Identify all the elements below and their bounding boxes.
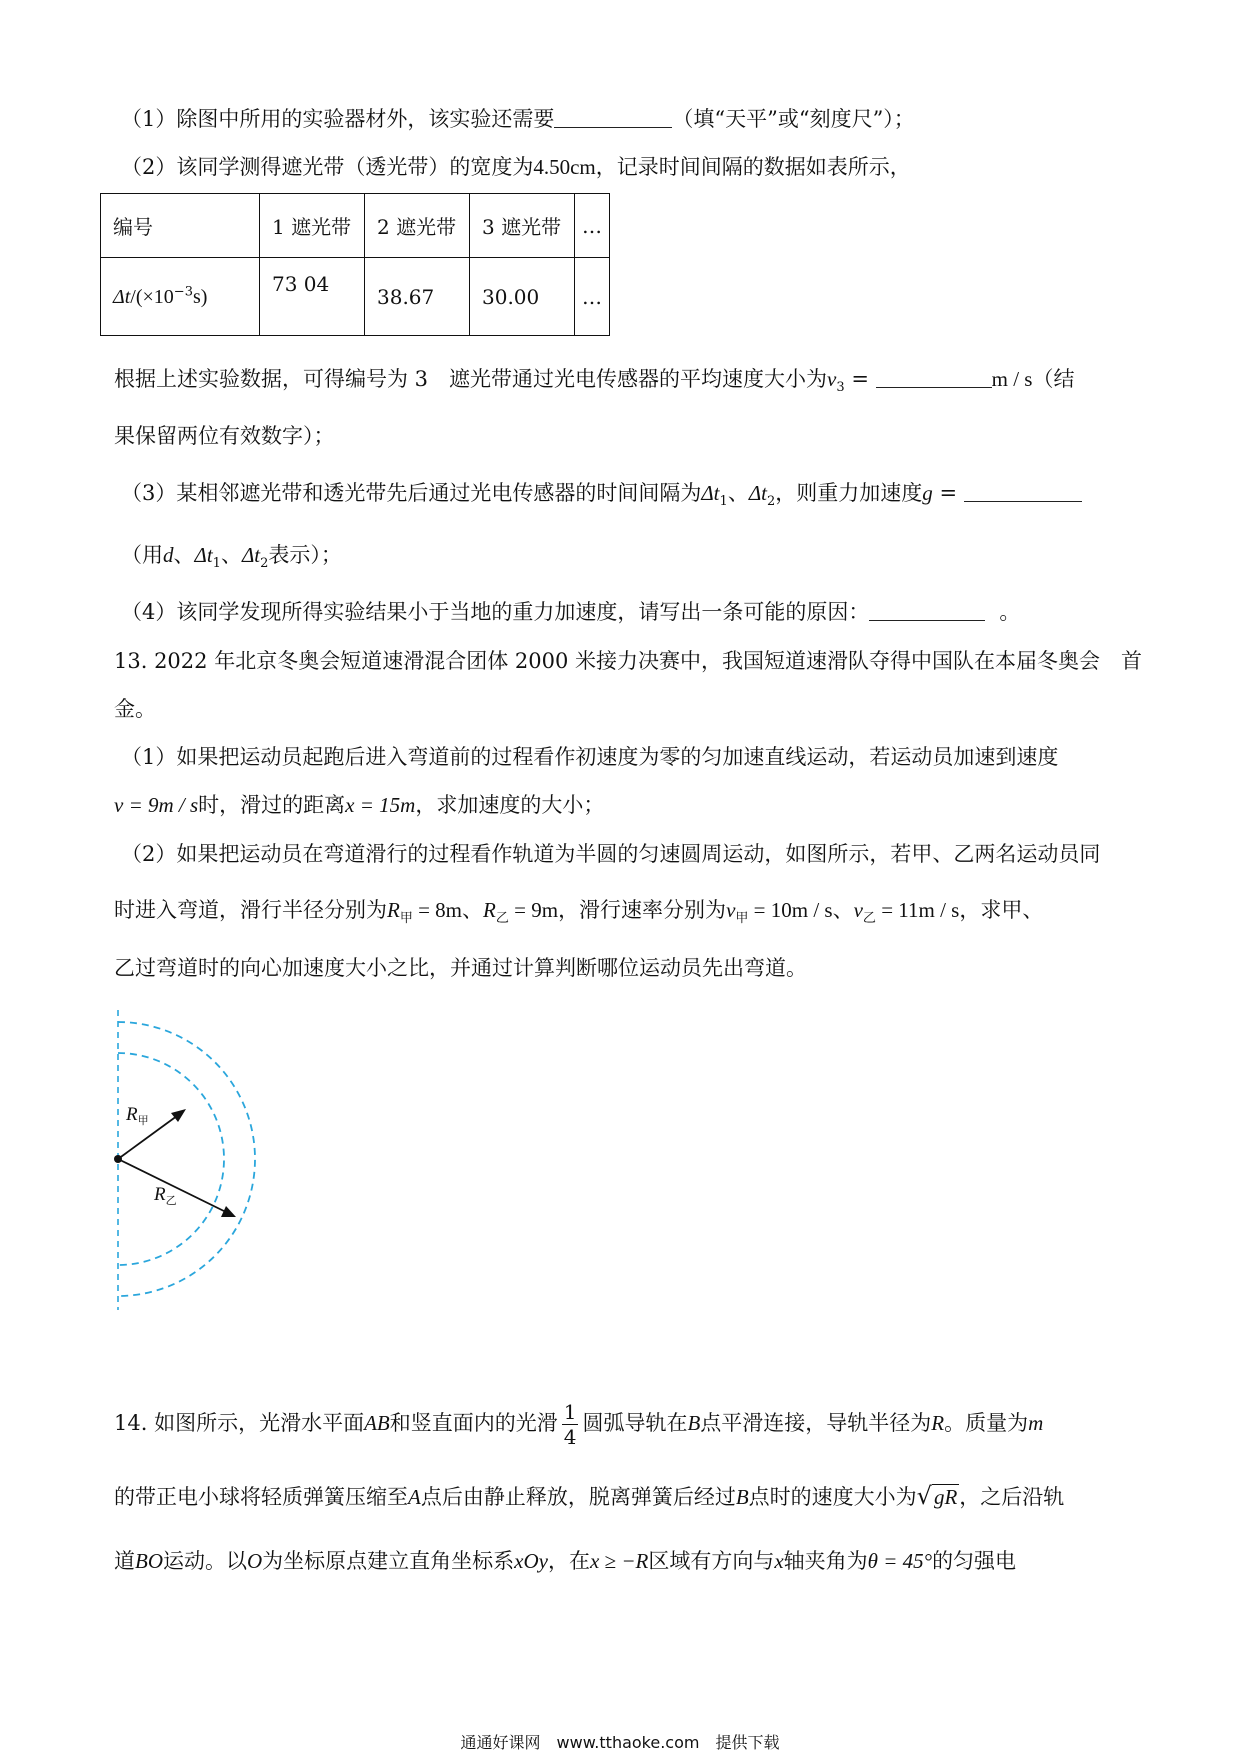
table-cell: 38.67 [365, 258, 470, 336]
q13-part1-line1: （1）如果把运动员起跑后进入弯道前的过程看作初速度为零的匀加速直线运动，若运动员加速到速度 [121, 745, 1059, 769]
q13-part2-line2: 时进入弯道，滑行半径分别为$R_甲 = 8m$、$R_乙 = 9m$，滑行速率分别为$v_甲 = 10m / s$、$v_乙 = 11m / s$，求甲、 [114, 898, 1044, 927]
answer-blank [876, 365, 992, 388]
q12-part3-note: （用d、$\Delta t_1$、$\Delta t_2$表示）； [121, 543, 342, 572]
q14-line3: 道BO运动。以O为坐标原点建立直角坐标系xOy，在x ≥ −R区域有方向与x轴夹角为θ = 45°的匀强电 [114, 1549, 1017, 1573]
q13-part2-line3: 乙过弯道时的向心加速度大小之比，并通过计算判断哪位运动员先出弯道。 [114, 956, 807, 980]
q12-part1: （1）除图中所用的实验器材外，该实验还需要 （填“天平”或“刻度尺”）； [121, 107, 915, 131]
q12-part2-note: 果保留两位有效数字）； [114, 424, 335, 448]
page-footer: 通通好课网 www.tthaoke.com 提供下载 [460, 1733, 780, 1752]
table-row [101, 194, 610, 258]
inner-semicircle [118, 1053, 224, 1265]
answer-blank [554, 105, 672, 128]
q13-part1-line2: v = 9m / s时，滑过的距离x = 15m，求加速度的大小； [114, 793, 605, 817]
table-row-label: $\Delta t/(\times 10^{-3}s)$ [101, 258, 260, 336]
fraction: $\frac{1}{4}$ [563, 1400, 577, 1449]
q12-part4: （4）该同学发现所得实验结果小于当地的重力加速度，请写出一条可能的原因： 。 [121, 600, 1021, 624]
q13-intro-line1: 13. 2022 年北京冬奥会短道速滑混合团体 2000 米接力决赛中，我国短道速滑队夺得中国队在本届冬奥会 首 [114, 649, 1142, 673]
table-header-cell: 编号 [101, 194, 260, 258]
q12-part2-answer: 根据上述实验数据，可得编号为 3 遮光带通过光电传感器的平均速度大小为$v_3 = m / s$（结 [114, 367, 1075, 396]
table-row [101, 258, 610, 336]
label-r-jia: $R_甲$ [126, 1104, 149, 1127]
q14-line1: 14. 如图所示，光滑水平面AB和竖直面内的光滑 $\frac{1}{4}$ 圆弧导轨在B点平滑连接，导轨半径为R。质量为m [114, 1400, 1044, 1449]
data-table [100, 193, 610, 336]
curve-track-figure [100, 1000, 280, 1320]
q12-part2: （2）该同学测得遮光带（透光带）的宽度为4.50cm，记录时间间隔的数据如表所示， [121, 155, 911, 179]
sqrt-expression: √ [916, 1482, 932, 1510]
table-header-cell: … [575, 194, 610, 258]
table-cell: 30.00 [470, 258, 575, 336]
table-cell: 73 04 [260, 258, 365, 336]
q13-part2-line1: （2）如果把运动员在弯道滑行的过程看作轨道为半圆的匀速圆周运动，如图所示，若甲、乙两名运动员同 [121, 842, 1101, 866]
answer-blank [964, 479, 1082, 502]
table-cell: … [575, 258, 610, 336]
q14-line2: 的带正电小球将轻质弹簧压缩至A点后由静止释放，脱离弹簧后经过B点时的速度大小为√gR，之后沿轨 [114, 1482, 1065, 1510]
q13-intro-line2: 金。 [114, 697, 156, 721]
outer-semicircle [118, 1022, 255, 1296]
arrowhead-icon [171, 1109, 186, 1122]
label-r-yi: $R_乙$ [154, 1184, 177, 1207]
answer-blank [869, 598, 985, 621]
table-header-cell: 2 遮光带 [365, 194, 470, 258]
table-header-cell: 1 遮光带 [260, 194, 365, 258]
q12-part3: （3）某相邻遮光带和透光带先后通过光电传感器的时间间隔为$\Delta t_1$、$\Delta t_2$，则重力加速度g = [121, 478, 1082, 508]
table-header-cell: 3 遮光带 [470, 194, 575, 258]
